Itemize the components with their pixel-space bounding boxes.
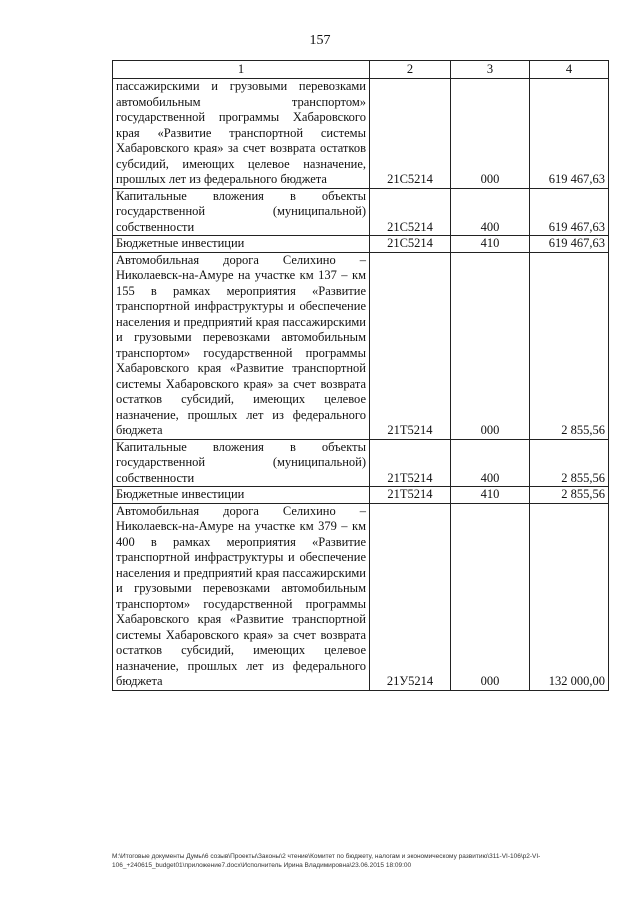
row-code: 21Т5214 [370,439,451,487]
row-code: 21Т5214 [370,252,451,439]
row-name: пассажирскими и грузовыми перевозками автомобильным транспортом» государственной программы Хабаровского края «Развитие транспортной системы Хабаровского края» за счет возврата остатков субсидий, имеющих целевое назначение, прошлых лет из федерального бюджета [113,79,370,189]
table-row [113,236,609,253]
row-vr: 400 [451,188,530,236]
page-number: 157 [309,33,331,48]
table-row [113,439,609,487]
row-sum: 132 000,00 [530,503,609,690]
row-name: Бюджетные инвестиции [113,487,370,504]
row-vr: 000 [451,503,530,690]
budget-table [112,60,609,691]
table-row [113,252,609,439]
row-vr: 410 [451,487,530,504]
column-header-name: 1 [113,61,370,79]
row-sum: 2 855,56 [530,487,609,504]
row-code: 21У5214 [370,503,451,690]
row-name: Автомобильная дорога Селихино – Николаевск-на-Амуре на участке км 137 – км 155 в рамках мероприятия «Развитие транспортной инфраструктуры и обеспечение населения и предприятий края пассажирскими и грузовыми перевозками автомобильным транспортом» государственной программы Хабаровского края «Развитие транспортной системы Хабаровского края» за счет возврата остатков субсидий, имеющих целевое назначение, прошлых лет из федерального бюджета [113,252,370,439]
table-header-row [113,61,609,79]
row-sum: 619 467,63 [530,79,609,189]
row-code: 21С5214 [370,79,451,189]
column-header-vr: 3 [451,61,530,79]
row-name: Бюджетные инвестиции [113,236,370,253]
table-row [113,188,609,236]
table-row [113,487,609,504]
row-vr: 410 [451,236,530,253]
column-header-code: 2 [370,61,451,79]
row-name: Капитальные вложения в объекты государственной (муниципальной) собственности [113,188,370,236]
row-vr: 400 [451,439,530,487]
row-sum: 2 855,56 [530,439,609,487]
row-sum: 619 467,63 [530,236,609,253]
row-sum: 2 855,56 [530,252,609,439]
table-row [113,503,609,690]
row-code: 21С5214 [370,188,451,236]
row-code: 21С5214 [370,236,451,253]
row-vr: 000 [451,79,530,189]
row-code: 21Т5214 [370,487,451,504]
row-name: Капитальные вложения в объекты государственной (муниципальной) собственности [113,439,370,487]
row-name: Автомобильная дорога Селихино – Николаевск-на-Амуре на участке км 379 – км 400 в рамках мероприятия «Развитие транспортной инфраструктуры и обеспечение населения и предприятий края пассажирскими и грузовыми перевозками автомобильным транспортом» государственной программы Хабаровского края «Развитие транспортной системы Хабаровского края» за счет возврата остатков субсидий, имеющих целевое назначение, прошлых лет из федерального бюджета [113,503,370,690]
document-path-footer: М:\Итоговые документы Думы\6 созыв\Проекты\Законы\2 чтение\Комитет по бюджету, налогам и экономическому развитию\311-VI-106\р2-VI-106_+240615_budget01\приложение7.docx\Исполнитель Ирина Владимировна\23.06.2015 18:09:00 [112,853,541,869]
row-sum: 619 467,63 [530,188,609,236]
row-vr: 000 [451,252,530,439]
table-row [113,79,609,189]
column-header-sum: 4 [530,61,609,79]
